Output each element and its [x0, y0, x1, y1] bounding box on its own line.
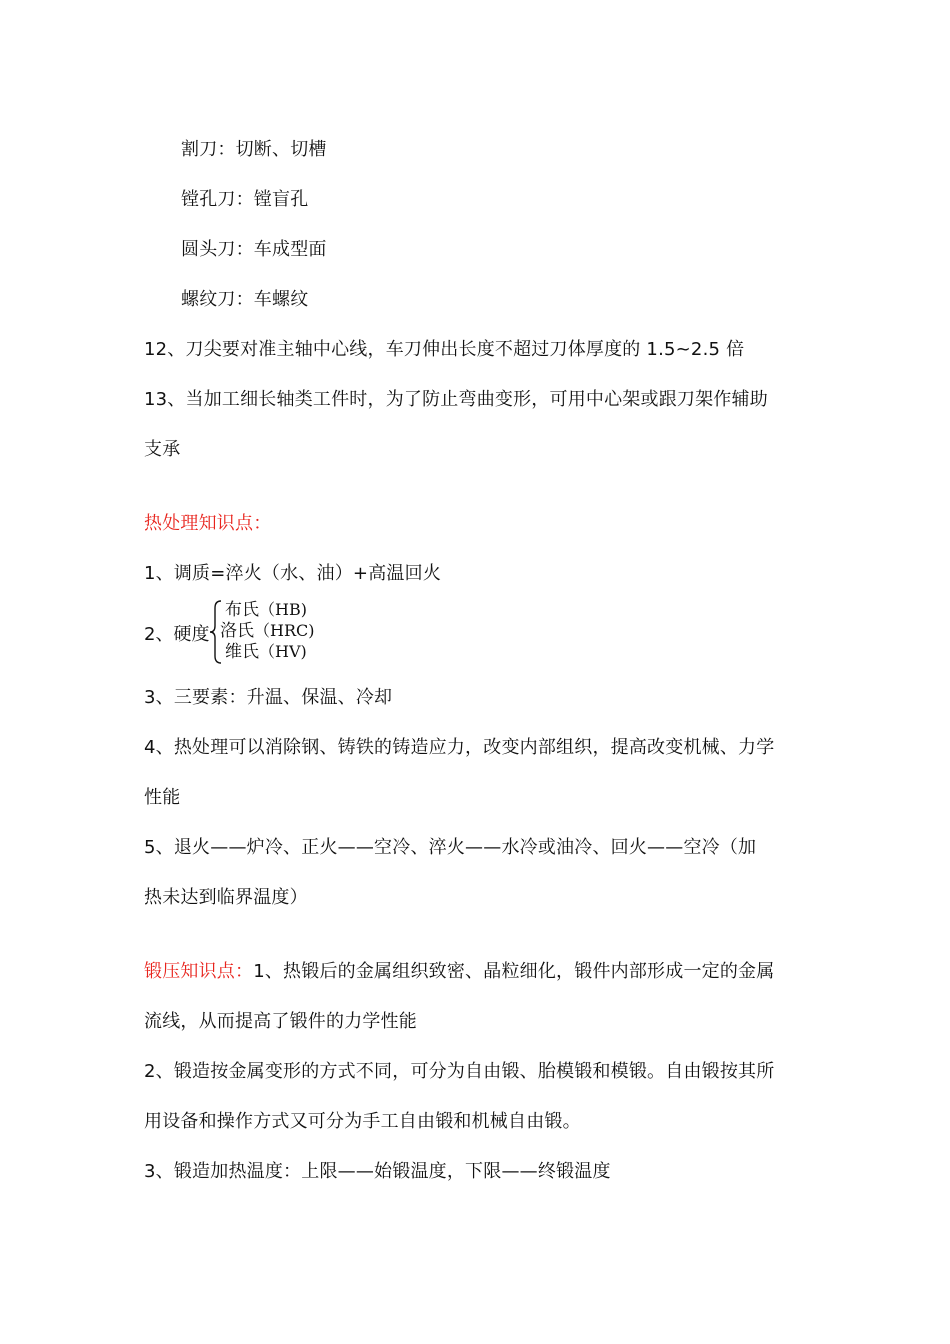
heat-item-1: 1、调质=淬火（水、油）+高温回火 — [144, 563, 442, 584]
heat-item-3: 3、三要素：升温、保温、冷却 — [144, 687, 393, 708]
tool-item-boring: 镗孔刀：镗盲孔 — [181, 189, 309, 210]
forging-item-1-line1 — [144, 960, 774, 984]
forging-item-1-line2: 流线，从而提高了锻件的力学性能 — [144, 1011, 417, 1032]
tool-item-parting: 割刀：切断、切槽 — [181, 139, 327, 160]
hardness-name: 布氏 — [225, 600, 259, 620]
heat-item-4-line1: 4、热处理可以消除钢、铸铁的铸造应力，改变内部组织，提高改变机械、力学 — [144, 737, 775, 758]
heat-item-5-line1: 5、退火——炉冷、正火——空冷、淬火——水冷或油冷、回火——空冷（加 — [144, 837, 757, 858]
hardness-name: 维氏 — [225, 642, 259, 662]
forging-item-2-line1: 2、锻造按金属变形的方式不同，可分为自由锻、胎模锻和模锻。自由锻按其所 — [144, 1061, 775, 1082]
hardness-brinell — [225, 600, 307, 620]
forging-item-3: 3、锻造加热温度：上限——始锻温度，下限——终锻温度 — [144, 1161, 611, 1182]
heat-item-5-line2: 热未达到临界温度） — [144, 887, 308, 908]
hardness-name: 洛氏 — [220, 621, 254, 641]
tool-item-thread: 螺纹刀：车螺纹 — [181, 289, 309, 310]
point-13-line2: 支承 — [144, 439, 181, 460]
heat-treatment-heading: 热处理知识点： — [144, 513, 272, 534]
hardness-vickers — [225, 642, 307, 662]
hardness-abbr: （HB) — [259, 600, 307, 619]
hardness-abbr: （HRC) — [254, 621, 315, 640]
hardness-abbr: （HV) — [259, 642, 307, 661]
forging-item-2-line2: 用设备和操作方式又可分为手工自由锻和机械自由锻。 — [144, 1111, 581, 1132]
heat-item-4-line2: 性能 — [144, 787, 181, 808]
heat-item-2-label: 2、硬度 — [144, 624, 210, 645]
point-12: 12、刀尖要对准主轴中心线，车刀伸出长度不超过刀体厚度的 1.5~2.5 倍 — [144, 339, 745, 360]
point-13-line1: 13、当加工细长轴类工件时，为了防止弯曲变形，可用中心架或跟刀架作辅助 — [144, 389, 768, 410]
hardness-rockwell — [220, 621, 315, 641]
tool-item-round-nose: 圆头刀：车成型面 — [181, 239, 327, 260]
forging-heading: 锻压知识点： — [144, 961, 254, 982]
forging-item-1-text: 1、热锻后的金属组织致密、晶粒细化，锻件内部形成一定的金属 — [253, 961, 775, 982]
